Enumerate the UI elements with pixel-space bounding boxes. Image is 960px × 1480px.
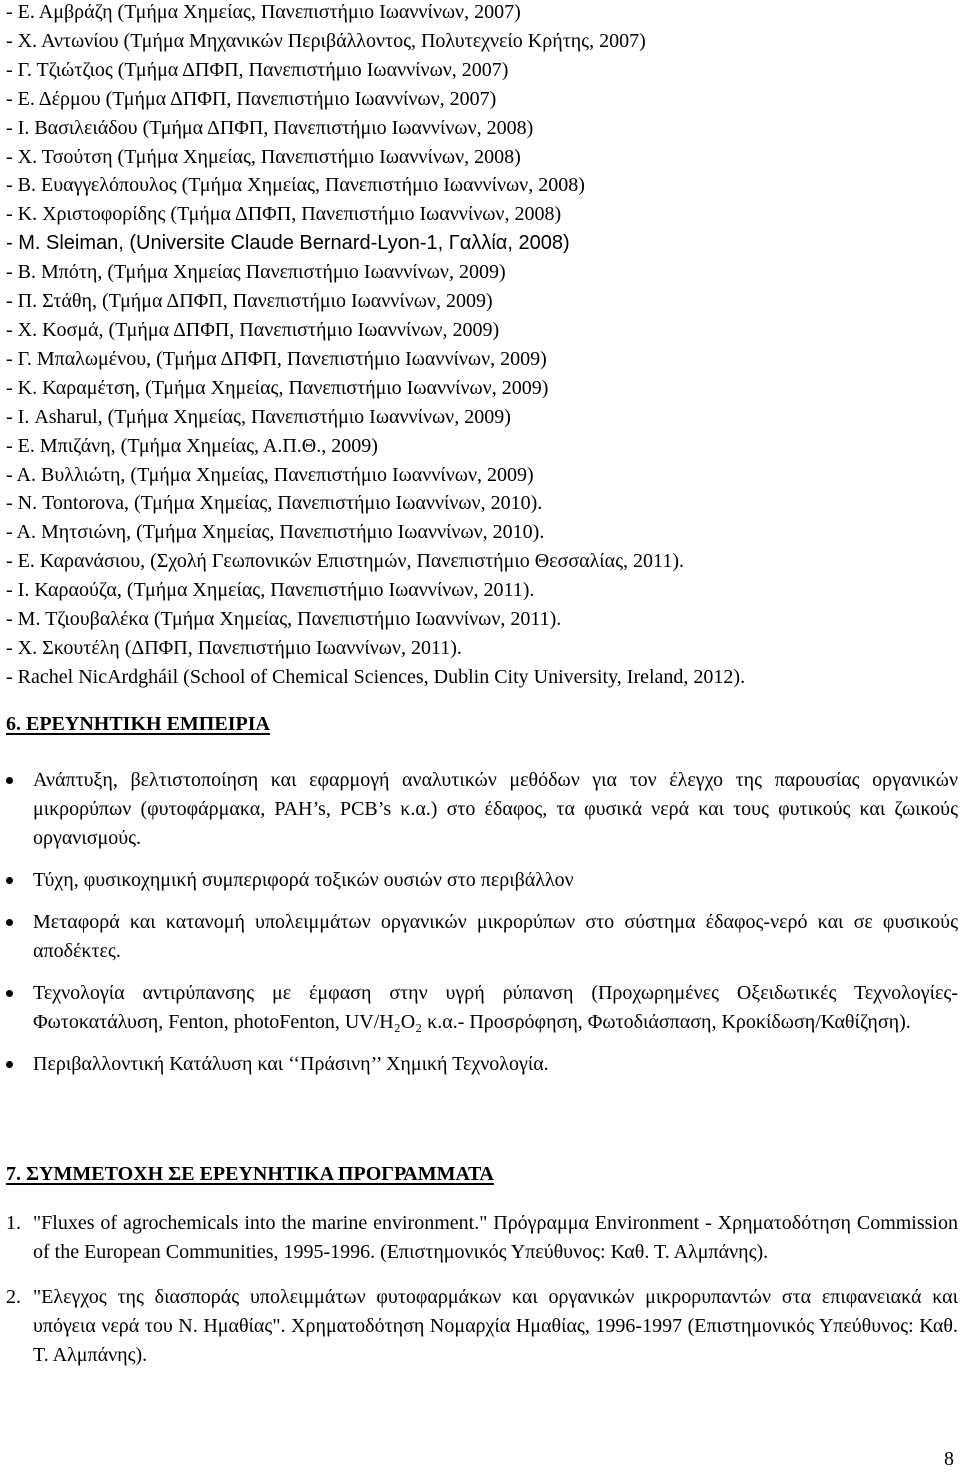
research-experience-item xyxy=(0,1050,960,1079)
participant-item: - Γ. Μπαλωμένου, (Τμήμα ΔΠΦΠ, Πανεπιστήμιο Ιωαννίνων, 2009) xyxy=(6,347,547,370)
research-experience-text: Μεταφορά και κατανομή υπολειμμάτων οργανικών μικρορύπων στο σύστημα έδαφος-νερό και σε φυσικούς αποδέκτες. xyxy=(33,911,958,962)
section-6-heading: 6. ΕΡΕΥΝΗΤΙΚΗ ΕΜΠΕΙΡΙΑ xyxy=(6,713,270,735)
research-experience-text: Τεχνολογία αντιρύπανσης με έμφαση στην υγρή ρύπανση (Προχωρημένες Οξειδωτικές Τεχνολογίες-Φωτοκατάλυση, Fenton, photoFenton, UV/H₂O₂ κ.α.- Προσρόφηση, Φωτοδιάσπαση, Κροκίδωση/Καθίζηση). xyxy=(33,982,958,1033)
participant-item: - Π. Στάθη, (Τμήμα ΔΠΦΠ, Πανεπιστήμιο Ιωαννίνων, 2009) xyxy=(6,290,493,313)
program-text: "Ελεγχος της διασποράς υπολειμμάτων φυτοφαρμάκων και οργανικών μικρορυπαντών στα επιφανειακά και υπόγεια νερά του Ν. Ημαθίας". Χρηματοδότηση Νομαρχία Ημαθίας, 1996-1997 (Επιστημονικός Υπεύθυνος: Καθ. Τ. Αλμπάνης). xyxy=(33,1286,958,1366)
research-program-item xyxy=(0,1209,960,1267)
participant-item: - Χ. Κοσμά, (Τμήμα ΔΠΦΠ, Πανεπιστήμιο Ιωαννίνων, 2009) xyxy=(6,318,500,341)
participant-item: - Α. Μητσιώνη, (Τμήμα Χημείας, Πανεπιστήμιο Ιωαννίνων, 2010). xyxy=(6,521,545,544)
research-experience-text: Τύχη, φυσικοχημική συμπεριφορά τοξικών ουσιών στο περιβάλλον xyxy=(33,869,574,891)
bullet-icon xyxy=(6,919,13,926)
participant-item: - Α. Βυλλιώτη, (Τμήμα Χημείας, Πανεπιστήμιο Ιωαννίνων, 2009) xyxy=(6,463,534,486)
participant-item: - Κ. Καραμέτση, (Τμήμα Χημείας, Πανεπιστήμιο Ιωαννίνων, 2009) xyxy=(6,376,549,399)
research-experience-item xyxy=(0,908,960,966)
participant-item: - Rachel NicArdgháil (School of Chemical Sciences, Dublin City University, Ireland, 2012). xyxy=(6,665,746,688)
research-programs-list xyxy=(0,1209,960,1386)
program-text: "Fluxes of agrochemicals into the marine environment." Πρόγραμμα Environment - Χρηματοδότηση Commission of the European Communities, 1995-1996. (Επιστημονικός Υπεύθυνος: Καθ. Τ. Αλμπάνης). xyxy=(33,1212,958,1263)
research-program-item xyxy=(0,1283,960,1370)
participant-item: - Μ. Sleiman, (Universite Claude Bernard-Lyon-1, Γαλλία, 2008) xyxy=(6,232,570,255)
bullet-icon xyxy=(6,777,13,784)
page-number: 8 xyxy=(944,1448,954,1470)
program-number: 2. xyxy=(6,1286,21,1308)
participant-item: - Ε. Καρανάσιου, (Σχολή Γεωπονικών Επιστημών, Πανεπιστήμιο Θεσσαλίας, 2011). xyxy=(6,550,684,573)
participant-item: - Γ. Τζιώτζιος (Τμήμα ΔΠΦΠ, Πανεπιστήμιο Ιωαννίνων, 2007) xyxy=(6,58,509,81)
research-experience-text: Ανάπτυξη, βελτιστοποίηση και εφαρμογή αναλυτικών μεθόδων για τον έλεγχο της παρουσίας οργανικών μικρορύπων (φυτοφάρμακα, PAH’s, PCB’s κ.α.) στο έδαφος, τα φυσικά νερά και τους φυτικούς και ζωικούς οργανισμούς. xyxy=(33,769,958,849)
participant-item: - Μ. Τζιουβαλέκα (Τμήμα Χημείας, Πανεπιστήμιο Ιωαννίνων, 2011). xyxy=(6,608,562,631)
research-experience-item xyxy=(0,766,960,853)
participant-item: - Ι. Καραούζα, (Τμήμα Χημείας, Πανεπιστήμιο Ιωαννίνων, 2011). xyxy=(6,579,535,602)
participants-list xyxy=(6,0,946,692)
bullet-icon xyxy=(6,1061,13,1068)
bullet-icon xyxy=(6,990,13,997)
participant-item: - Ε. Δέρμου (Τμήμα ΔΠΦΠ, Πανεπιστήμιο Ιωαννίνων, 2007) xyxy=(6,87,497,110)
research-experience-item xyxy=(0,979,960,1037)
participant-item: - Β. Ευαγγελόπουλος (Τμήμα Χημείας, Πανεπιστήμιο Ιωαννίνων, 2008) xyxy=(6,174,585,197)
participant-item: - Ε. Μπιζάνη, (Τμήμα Χημείας, Α.Π.Θ., 2009) xyxy=(6,434,378,457)
research-experience-list xyxy=(0,766,960,1092)
bullet-icon xyxy=(6,877,13,884)
participant-item: - Ε. Αμβράζη (Τμήμα Χημείας, Πανεπιστήμιο Ιωαννίνων, 2007) xyxy=(6,1,521,23)
participant-item: - Ι. Βασιλειάδου (Τμήμα ΔΠΦΠ, Πανεπιστήμιο Ιωαννίνων, 2008) xyxy=(6,116,534,139)
participant-item: - Ι. Asharul, (Τμήμα Χημείας, Πανεπιστήμιο Ιωαννίνων, 2009) xyxy=(6,405,511,428)
participant-item: - Χ. Αντωνίου (Τμήμα Μηχανικών Περιβάλλοντος, Πολυτεχνείο Κρήτης, 2007) xyxy=(6,29,646,52)
participant-item: - Κ. Χριστοφορίδης (Τμήμα ΔΠΦΠ, Πανεπιστήμιο Ιωαννίνων, 2008) xyxy=(6,203,562,226)
participant-item: - Χ. Σκουτέλη (ΔΠΦΠ, Πανεπιστήμιο Ιωαννίνων, 2011). xyxy=(6,636,462,659)
program-number: 1. xyxy=(6,1212,21,1234)
research-experience-text: Περιβαλλοντική Κατάλυση και ‘‘Πράσινη’’ Χημική Τεχνολογία. xyxy=(33,1053,549,1075)
section-7-heading: 7. ΣΥΜΜΕΤΟΧΗ ΣΕ ΕΡΕΥΝΗΤΙΚΑ ΠΡΟΓΡΑΜΜΑΤΑ xyxy=(6,1163,494,1185)
participant-item: - Ν. Tontorova, (Τμήμα Χημείας, Πανεπιστήμιο Ιωαννίνων, 2010). xyxy=(6,492,543,515)
participant-item: - Β. Μπότη, (Τμήμα Χημείας Πανεπιστήμιο Ιωαννίνων, 2009) xyxy=(6,261,506,284)
participant-item: - Χ. Τσούτση (Τμήμα Χημείας, Πανεπιστήμιο Ιωαννίνων, 2008) xyxy=(6,145,521,168)
research-experience-item xyxy=(0,866,960,895)
